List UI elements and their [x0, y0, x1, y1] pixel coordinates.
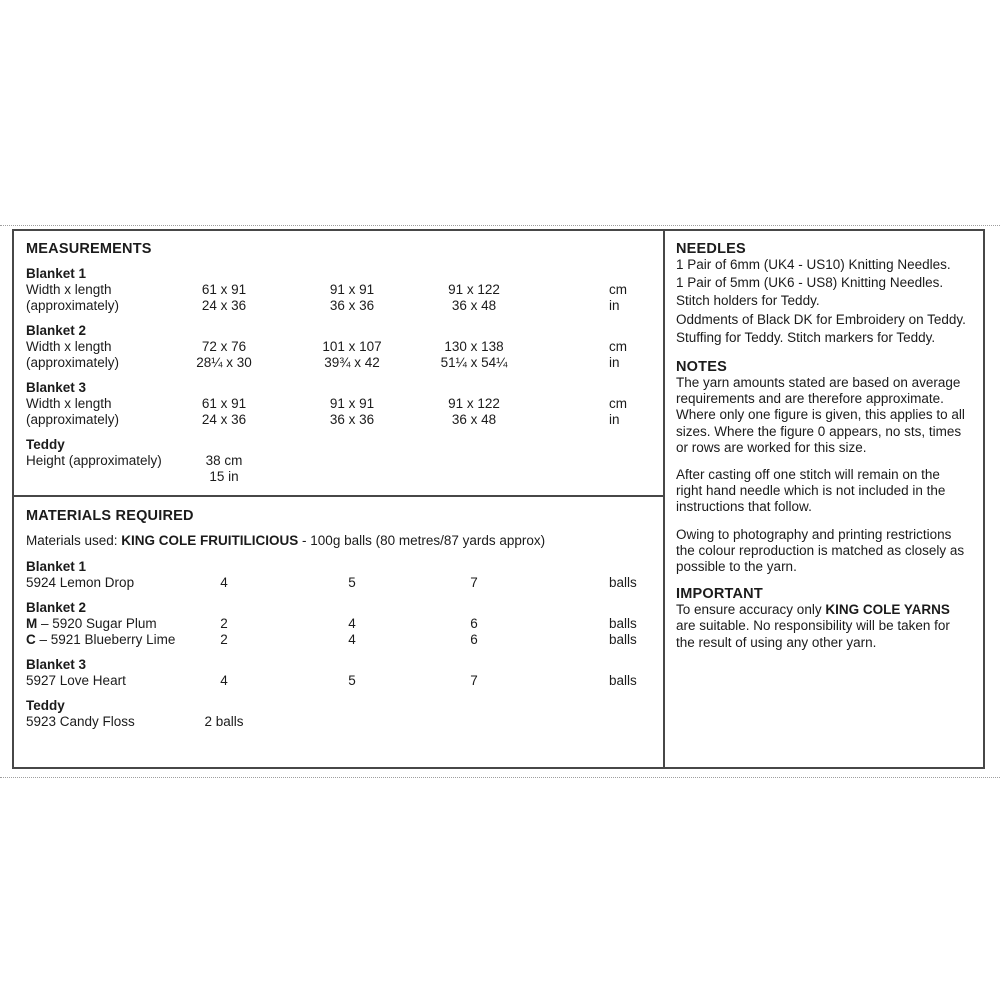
blanket-name: Blanket 2 [26, 600, 87, 615]
size-1-cm: 61 x 91 [201, 282, 247, 297]
measurement-row-cm [14, 339, 663, 355]
ball-count-size-2: 5 [348, 673, 356, 688]
ball-count-size-3: 7 [470, 575, 478, 590]
size-3-cm: 91 x 122 [448, 396, 500, 411]
balls-unit: balls [609, 616, 637, 631]
measurement-block-blanket-3 [14, 380, 663, 428]
unit-cm: cm [609, 282, 627, 297]
important-title: IMPORTANT [676, 586, 763, 603]
needles-line: 1 Pair of 5mm (UK6 - US8) Knitting Needles. [676, 275, 944, 291]
needles-line: 1 Pair of 6mm (UK4 - US10) Knitting Needles. [676, 257, 951, 272]
size-2-cm: 91 x 91 [329, 396, 375, 411]
materials-section [14, 497, 663, 767]
right-pane [665, 231, 983, 767]
needles-line: Stitch holders for Teddy. [676, 293, 820, 309]
ball-count-size-1: 2 [220, 632, 228, 647]
measurement-block-blanket-2 [14, 323, 663, 371]
unit-cm: cm [609, 396, 627, 411]
pattern-info-box [12, 229, 985, 769]
ball-count-size-2: 5 [348, 575, 356, 590]
teddy-height-row-cm [14, 453, 663, 469]
materials-intro-suffix: - 100g balls (80 metres/87 yards approx) [298, 533, 546, 548]
ball-count-size-3: 6 [470, 632, 478, 647]
teddy-height-row-in [14, 469, 663, 485]
important-section [676, 586, 966, 651]
materials-title: MATERIALS REQUIRED [26, 508, 194, 524]
size-2-cm: 91 x 91 [329, 282, 375, 297]
row-label: (approximately) [26, 298, 120, 313]
row-label: Width x length [26, 339, 112, 354]
needles-title: NEEDLES [676, 241, 746, 257]
size-3-in: 51¼ x 54¼ [440, 355, 508, 370]
materials-intro [26, 533, 663, 549]
materials-block-blanket-2 [14, 600, 663, 648]
unit-in: in [609, 355, 620, 370]
yarn-shade: 5923 Candy Floss [26, 714, 135, 729]
measurement-block-teddy [14, 437, 663, 485]
size-2-cm: 101 x 107 [322, 339, 382, 354]
notes-paragraph: Owing to photography and printing restrictions the colour reproduction is matched as closely as possible to the yarn. [676, 526, 965, 575]
dotted-cut-line-top [0, 225, 1000, 226]
ball-count: 2 balls [204, 714, 244, 729]
dotted-cut-line-bottom [0, 777, 1000, 778]
measurements-section [14, 231, 663, 497]
row-label: Height (approximately) [26, 453, 162, 468]
ball-count-size-3: 6 [470, 616, 478, 631]
size-3-cm: 91 x 122 [448, 282, 500, 297]
measurement-row-cm [14, 396, 663, 412]
yarn-shade: C – 5921 Blueberry Lime [26, 632, 176, 647]
size-3-cm: 130 x 138 [444, 339, 504, 354]
teddy-name: Teddy [26, 698, 65, 713]
yarn-row [14, 575, 663, 591]
measurement-row-in [14, 355, 663, 371]
row-label: Width x length [26, 396, 112, 411]
measurements-title: MEASUREMENTS [26, 241, 152, 257]
measurement-row-cm [14, 282, 663, 298]
yarn-shade: M – 5920 Sugar Plum [26, 616, 157, 631]
left-pane [14, 231, 665, 767]
important-text-prefix: To ensure accuracy only [676, 602, 826, 618]
row-label: Width x length [26, 282, 112, 297]
balls-unit: balls [609, 673, 637, 688]
yarn-shade: 5927 Love Heart [26, 673, 126, 688]
blanket-name: Blanket 3 [26, 657, 87, 672]
size-3-in: 36 x 48 [451, 412, 497, 427]
yarn-row [14, 673, 663, 689]
important-text-suffix: are suitable. No responsibility will be taken for the result of using any other yarn. [676, 618, 950, 650]
yarn-row [14, 616, 663, 632]
ball-count-size-1: 4 [220, 575, 228, 590]
important-paragraph [676, 602, 966, 651]
teddy-height-in: 15 in [209, 469, 239, 484]
size-2-in: 36 x 36 [329, 298, 375, 313]
size-1-in: 24 x 36 [201, 298, 247, 313]
row-label: (approximately) [26, 355, 120, 370]
row-label: (approximately) [26, 412, 120, 427]
measurement-row-in [14, 412, 663, 428]
yarn-brand-name: KING COLE FRUITILICIOUS [121, 533, 299, 548]
size-1-cm: 61 x 91 [201, 396, 247, 411]
measurement-block-blanket-1 [14, 266, 663, 314]
ball-count-size-1: 2 [220, 616, 228, 631]
materials-block-blanket-1 [14, 559, 663, 591]
unit-cm: cm [609, 339, 627, 354]
ball-count-size-3: 7 [470, 673, 478, 688]
yarn-row [14, 632, 663, 648]
blanket-name: Blanket 1 [26, 559, 87, 574]
materials-block-blanket-3 [14, 657, 663, 689]
size-1-in: 24 x 36 [201, 412, 247, 427]
balls-unit: balls [609, 632, 637, 647]
notes-paragraph: After casting off one stitch will remain on the right hand needle which is not included in the instructions that follow. [676, 467, 946, 515]
ball-count-size-2: 4 [348, 616, 356, 631]
needles-section [676, 241, 966, 346]
ball-count-size-1: 4 [220, 673, 228, 688]
notes-paragraph: The yarn amounts stated are based on average requirements and are therefore approximate. Where only one figure is given, this applies to all sizes. Where the figure 0 appears, no sts, times or rows are worked for this size. [676, 375, 965, 455]
size-2-in: 39¾ x 42 [324, 355, 380, 370]
needles-line: Stuffing for Teddy. Stitch markers for Teddy. [676, 329, 936, 345]
blanket-name: Blanket 3 [26, 380, 87, 395]
materials-block-teddy [14, 698, 663, 730]
ball-count-size-2: 4 [348, 632, 356, 647]
yarn-row [14, 714, 663, 730]
notes-title: NOTES [676, 359, 727, 376]
size-2-in: 36 x 36 [329, 412, 375, 427]
measurement-row-in [14, 298, 663, 314]
unit-in: in [609, 412, 620, 427]
blanket-name: Blanket 2 [26, 323, 87, 338]
yarn-brand-name: KING COLE YARNS [825, 602, 950, 618]
unit-in: in [609, 298, 620, 313]
size-3-in: 36 x 48 [451, 298, 497, 313]
balls-unit: balls [609, 575, 637, 590]
blanket-name: Blanket 1 [26, 266, 87, 281]
size-1-cm: 72 x 76 [201, 339, 247, 354]
needles-line: Oddments of Black DK for Embroidery on Teddy. [676, 311, 966, 327]
materials-intro-prefix: Materials used: [26, 533, 122, 548]
yarn-shade: 5924 Lemon Drop [26, 575, 135, 590]
notes-section [676, 359, 966, 575]
teddy-height-cm: 38 cm [205, 453, 243, 468]
size-1-in: 28¼ x 30 [196, 355, 252, 370]
teddy-name: Teddy [26, 437, 65, 452]
